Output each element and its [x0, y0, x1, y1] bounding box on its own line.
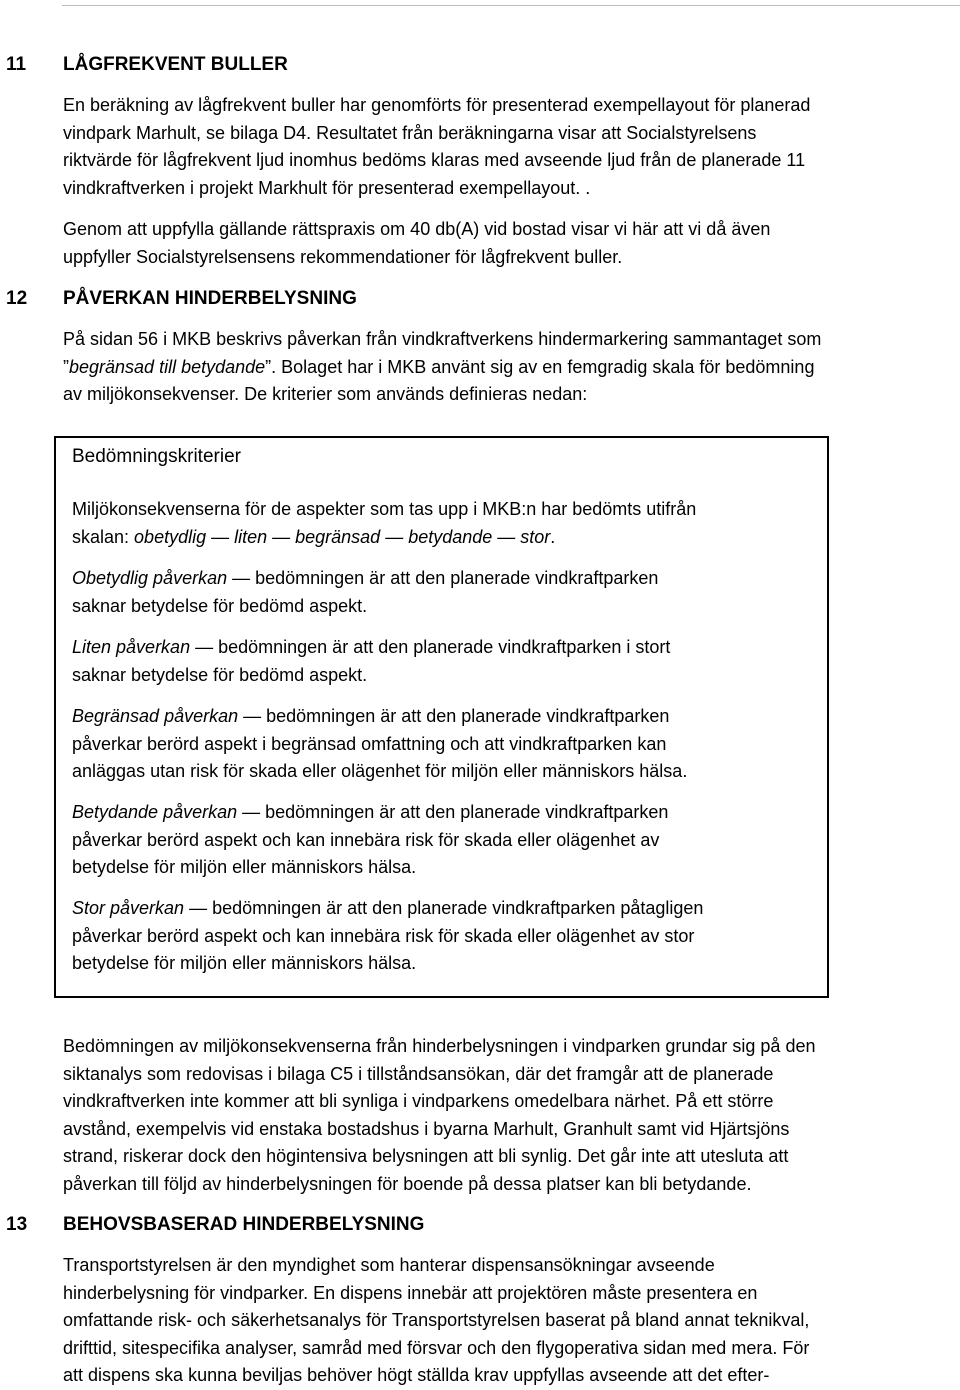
text-line: [72, 895, 703, 923]
header-rule: [62, 5, 960, 6]
italic-phrase: obetydlig — liten — begränsad — betydande — stor: [134, 526, 551, 547]
text-line: avstånd, exempelvis vid enstaka bostadshus i byarna Marhult, Granhult samt vid Hjärtsjöns: [63, 1118, 790, 1139]
text-line: siktanalys som redovisas i bilaga C5 i tillståndsansökan, där det framgår att de planerade: [63, 1063, 774, 1084]
text-run: — bedömningen är att den planerade vindkraftparken påtagligen: [184, 898, 704, 918]
paragraph-legal-practice: [63, 216, 958, 271]
text-line: strand, riskerar dock den högintensiva belysningen att bli synlig. Det går inte att utesluta att: [63, 1146, 789, 1167]
text-line: omfattande risk- och säkerhetsanalys för Transportstyrelsen baserat på bland annat teknikval,: [63, 1310, 810, 1331]
text-run: ”. Bolaget har i MKB använt sig av en femgradig skala för bedömning: [265, 356, 815, 377]
criterion-major: [72, 895, 703, 978]
criterion-term: Obetydlig påverkan: [72, 568, 228, 588]
text-line: [72, 703, 687, 731]
text-line: [72, 634, 670, 662]
text-line: [72, 799, 668, 827]
text-line: På sidan 56 i MKB beskrivs påverkan från vindkraftverkens hindermarkering sammantaget som: [63, 329, 822, 349]
assessment-criteria-box: [54, 436, 829, 998]
text-line: av miljökonsekvenser. De kriterier som används definieras nedan:: [63, 384, 588, 405]
text-line: Transportstyrelsen är den myndighet som hanterar dispensansökningar avseende: [63, 1255, 715, 1275]
criterion-negligible: [72, 565, 658, 620]
text-run: .: [550, 526, 556, 547]
text-line: saknar betydelse för bedömd aspekt.: [72, 664, 368, 685]
criterion-term: Stor påverkan: [72, 898, 185, 918]
section-title: LÅGFREKVENT BULLER: [63, 54, 288, 75]
text-line: vindpark Marhult, se bilaga D4. Resultatet från beräkningarna visar att Socialstyrelsens: [63, 122, 757, 143]
text-line: att dispens ska kunna beviljas behöver högt ställda krav uppfyllas avseende att det efter-: [63, 1365, 770, 1386]
text-line: riktvärde för lågfrekvent ljud inomhus bedöms klaras med avseende ljud från de planerade 11: [63, 150, 806, 171]
section-title: BEHOVSBASERAD HINDERBELYSNING: [63, 1214, 425, 1235]
text-line: betydelse för miljön eller människors hälsa.: [72, 857, 417, 878]
text-line: påverkar berörd aspekt i begränsad omfattning och att vindkraftparken kan: [72, 733, 667, 754]
text-run: — bedömningen är att den planerade vindkraftparken: [238, 706, 670, 726]
paragraph-visibility-assessment: [63, 1033, 958, 1199]
section-title: PÅVERKAN HINDERBELYSNING: [63, 288, 357, 309]
text-line: uppfyller Socialstyrelsensens rekommendationer för lågfrekvent buller.: [63, 246, 623, 267]
criteria-scale-paragraph: [72, 496, 696, 551]
text-line: hinderbelysning för vindparker. En dispens innebär att projektören måste presentera en: [63, 1282, 758, 1303]
text-line: Miljökonsekvenserna för de aspekter som tas upp i MKB:n har bedömts utifrån: [72, 499, 697, 519]
text-line: En beräkning av lågfrekvent buller har genomförts för presenterad exempellayout för planerad: [63, 95, 811, 115]
text-line: Genom att uppfylla gällande rättspraxis om 40 db(A) vid bostad visar vi här att vi då även: [63, 219, 771, 239]
criterion-term: Begränsad påverkan: [72, 706, 239, 726]
quote-mark: ”: [63, 356, 69, 377]
text-line: vindkraftverken inte kommer att bli synliga i vindparkens omedelbara närhet. På ett större: [63, 1091, 774, 1112]
text-run: — bedömningen är att den planerade vindkraftparken: [227, 568, 659, 588]
criteria-box-title: Bedömningskriterier: [72, 446, 241, 467]
paragraph-low-frequency-noise: [63, 92, 958, 202]
section-number: 13: [6, 1214, 28, 1235]
text-line: påverkan till följd av hinderbelysningen för boende på dessa platser kan bli betydande.: [63, 1173, 752, 1194]
text-line: saknar betydelse för bedömd aspekt.: [72, 595, 368, 616]
italic-phrase: begränsad till betydande: [69, 356, 266, 377]
criterion-limited: [72, 703, 687, 786]
text-run: skalan:: [72, 526, 135, 547]
paragraph-obstruction-lighting-intro: [63, 326, 958, 409]
text-line: drifttid, sitespecifika analyser, samråd med försvar och den flygoperativa sidan med mera. För: [63, 1337, 810, 1358]
criterion-term: Betydande påverkan: [72, 802, 238, 822]
text-line: Bedömningen av miljökonsekvenserna från hinderbelysningen i vindparken grundar sig på den: [63, 1036, 816, 1056]
section-number: 11: [6, 54, 27, 75]
text-line: betydelse för miljön eller människors hälsa.: [72, 953, 417, 974]
text-line: [72, 565, 658, 593]
text-line: påverkar berörd aspekt och kan innebära risk för skada eller olägenhet av stor: [72, 925, 695, 946]
text-line: vindkraftverken i projekt Markhult för presenterad exempellayout. .: [63, 177, 591, 198]
section-number: 12: [6, 288, 28, 309]
text-line: påverkar berörd aspekt och kan innebära risk för skada eller olägenhet av: [72, 829, 660, 850]
text-run: — bedömningen är att den planerade vindkraftparken i stort: [190, 637, 671, 657]
text-line: [63, 354, 958, 382]
criterion-significant: [72, 799, 668, 882]
paragraph-demand-based-lighting: [63, 1252, 958, 1390]
criterion-term: Liten påverkan: [72, 637, 191, 657]
text-line: anläggas utan risk för skada eller olägenhet för miljön eller människors hälsa.: [72, 761, 688, 782]
text-run: — bedömningen är att den planerade vindkraftparken: [237, 802, 669, 822]
text-line: [72, 524, 696, 552]
criterion-small: [72, 634, 670, 689]
